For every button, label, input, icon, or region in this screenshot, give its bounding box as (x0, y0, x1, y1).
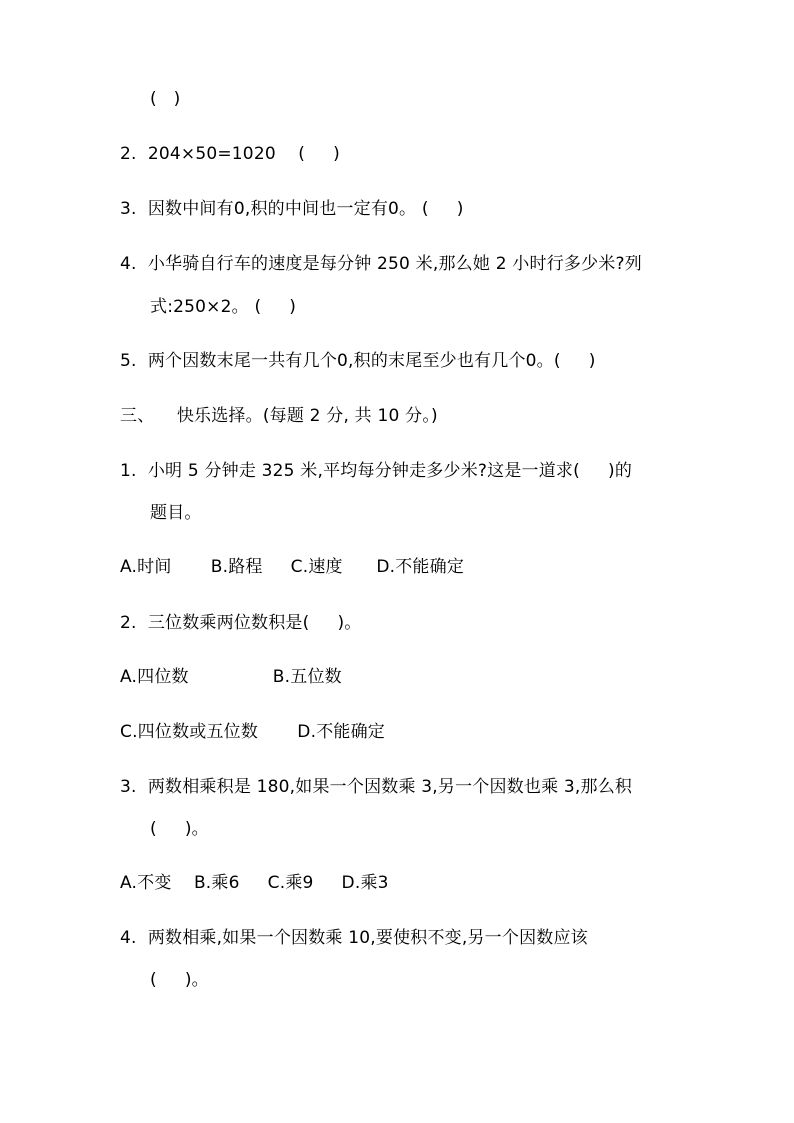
choice-question-4-line: 4. 两数相乘,如果一个因数乘 10,要使积不变,另一个因数应该 (120, 928, 588, 948)
blank-bracket-line: ( ) (150, 89, 181, 109)
choice-question-3-line: 3. 两数相乘积是 180,如果一个因数乘 3,另一个因数也乘 3,那么积 (120, 777, 633, 797)
choice-question-3-continuation: ( )。 (150, 819, 209, 839)
choice-question-4-continuation: ( )。 (150, 970, 209, 990)
choice-question-3-options: A.不变 B.乘6 C.乘9 D.乘3 (120, 873, 389, 893)
section-3-heading: 三、 快乐选择。(每题 2 分, 共 10 分。) (120, 406, 438, 426)
choice-question-1-options: A.时间 B.路程 C.速度 D.不能确定 (120, 557, 465, 577)
choice-question-2-line: 2. 三位数乘两位数积是( )。 (120, 613, 362, 633)
question-5-line: 5. 两个因数末尾一共有几个0,积的末尾至少也有几个0。( ) (120, 351, 596, 371)
question-2-line: 2. 204×50=1020 ( ) (120, 144, 340, 164)
question-4-continuation: 式:250×2。 ( ) (150, 297, 297, 317)
choice-question-2-options-row-2: C.四位数或五位数 D.不能确定 (120, 722, 385, 742)
question-4-line: 4. 小华骑自行车的速度是每分钟 250 米,那么她 2 小时行多少米?列 (120, 254, 642, 274)
choice-question-1-line: 1. 小明 5 分钟走 325 米,平均每分钟走多少米?这是一道求( )的 (120, 461, 633, 481)
choice-question-1-continuation: 题目。 (150, 503, 202, 523)
choice-question-2-options-row-1: A.四位数 B.五位数 (120, 667, 342, 687)
question-3-line: 3. 因数中间有0,积的中间也一定有0。 ( ) (120, 199, 464, 219)
